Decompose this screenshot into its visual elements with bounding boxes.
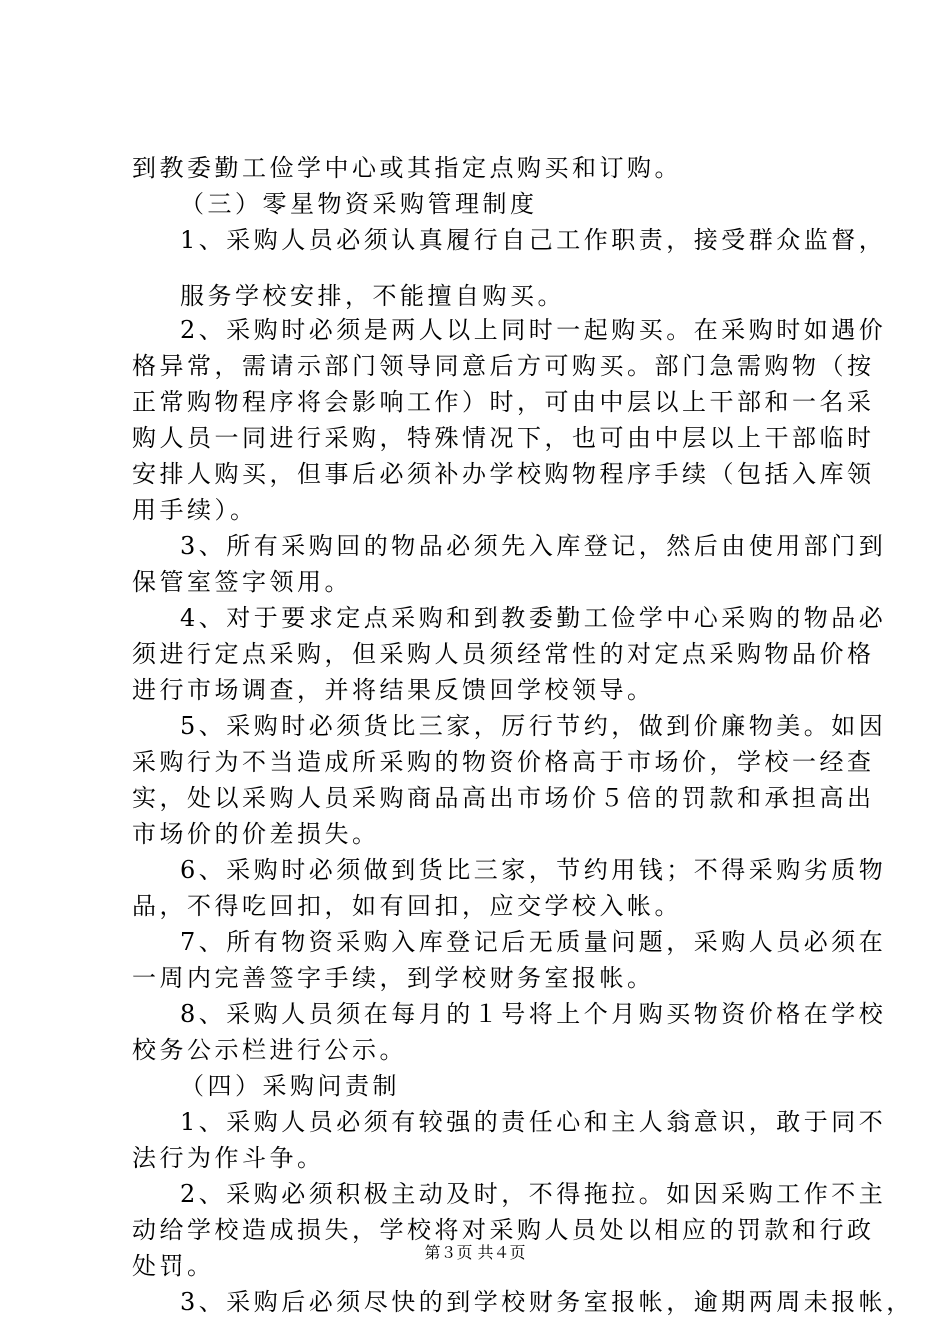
paragraph-line: 保管室签字领用。 <box>132 568 352 596</box>
paragraph-line: 一周内完善签字手续，到学校财务室报帐。 <box>132 964 655 992</box>
paragraph-line: 服务学校安排，不能擅自购买。 <box>180 282 565 310</box>
paragraph-line: 1、采购人员必须认真履行自己工作职责，接受群众监督， <box>180 226 887 254</box>
paragraph-line: 校务公示栏进行公示。 <box>132 1036 407 1064</box>
paragraph-line: 2、采购时必须是两人以上同时一起购买。在采购时如遇价 <box>180 316 887 344</box>
paragraph-line: 7、所有物资采购入库登记后无质量问题，采购人员必须在 <box>180 928 887 956</box>
paragraph-line: 购人员一同进行采购，特殊情况下，也可由中层以上干部临时 <box>132 424 875 452</box>
paragraph-line: 安排人购买，但事后必须补办学校购物程序手续（包括入库领 <box>132 460 875 488</box>
paragraph-line: 正常购物程序将会影响工作）时，可由中层以上干部和一名采 <box>132 388 875 416</box>
paragraph-line: 处罚。 <box>132 1252 215 1280</box>
page-footer: 第３页 共４页 <box>424 1243 526 1262</box>
paragraph-line: （三）零星物资采购管理制度 <box>180 190 538 218</box>
paragraph-line: 3、所有采购回的物品必须先入库登记，然后由使用部门到 <box>180 532 887 560</box>
paragraph-line: 须进行定点采购，但采购人员须经常性的对定点采购物品价格 <box>132 640 875 668</box>
paragraph-line: 实，处以采购人员采购商品高出市场价５倍的罚款和承担高出 <box>132 784 875 812</box>
paragraph-line: 2、采购必须积极主动及时，不得拖拉。如因采购工作不主 <box>180 1180 887 1208</box>
paragraph-line: 格异常，需请示部门领导同意后方可购买。部门急需购物（按 <box>132 352 875 380</box>
paragraph-line: 采购行为不当造成所采购的物资价格高于市场价，学校一经查 <box>132 748 875 776</box>
paragraph-line: 4、对于要求定点采购和到教委勤工俭学中心采购的物品必 <box>180 604 887 632</box>
paragraph-line: 法行为作斗争。 <box>132 1144 325 1172</box>
paragraph-line: 1、采购人员必须有较强的责任心和主人翁意识，敢于同不 <box>180 1108 887 1136</box>
paragraph-line: 品，不得吃回扣，如有回扣，应交学校入帐。 <box>132 892 682 920</box>
paragraph-line: 6、采购时必须做到货比三家，节约用钱；不得采购劣质物 <box>180 856 887 884</box>
paragraph-line: 到教委勤工俭学中心或其指定点购买和订购。 <box>132 154 682 182</box>
paragraph-line: 市场价的价差损失。 <box>132 820 380 848</box>
paragraph-line: 5、采购时必须货比三家，厉行节约，做到价廉物美。如因 <box>180 712 887 740</box>
paragraph-line: （四）采购问责制 <box>180 1072 400 1100</box>
paragraph-line: 用手续）。 <box>132 496 258 524</box>
paragraph-line: 8、采购人员须在每月的１号将上个月购买物资价格在学校 <box>180 1000 887 1028</box>
paragraph-line: 3、采购后必须尽快的到学校财务室报帐，逾期两周未报帐， <box>180 1288 914 1316</box>
paragraph-line: 动给学校造成损失，学校将对采购人员处以相应的罚款和行政 <box>132 1216 875 1244</box>
paragraph-line: 进行市场调查，并将结果反馈回学校领导。 <box>132 676 655 704</box>
